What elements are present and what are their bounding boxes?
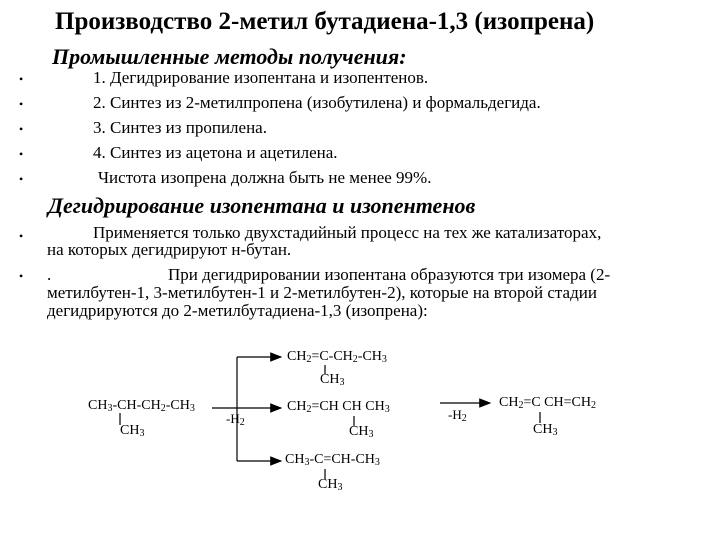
method-item: 3. Синтез из пропилена.	[93, 118, 267, 137]
product-2-methylbutene-2: $CH_3-C=CH-CH_3$	[285, 452, 380, 468]
paragraph2-line3: дегидрируются до 2-метилбутадиена-1,3 (изопрена):	[47, 301, 428, 320]
product-3-methylbutene-1: $CH_2=CH$ CH $CH_3$	[287, 399, 390, 415]
page-title: Производство 2-метил бутадиена-1,3 (изопрена)	[55, 8, 595, 35]
bullet: •	[19, 147, 24, 161]
method-item: 4. Синтез из ацетона и ацетилена.	[93, 143, 338, 162]
paragraph2-line2: метилбутен-1, 3-метилбутен-1 и 2-метилбутен-2), которые на второй стадии	[47, 283, 597, 302]
step2-label: $-H_2$	[448, 407, 467, 424]
bullet: •	[19, 122, 24, 136]
product-2-methylbutene-1-branch: $CH_3$	[320, 372, 345, 388]
bullet: •	[19, 97, 24, 111]
bullet: •	[19, 269, 24, 283]
method-item: 2. Синтез из 2-метилпропена (изобутилена) и формальдегида.	[93, 93, 541, 112]
section-heading-methods: Промышленные методы получения:	[52, 44, 407, 69]
bullet: •	[19, 72, 24, 86]
product-2-methylbutene-2-branch: $CH_3$	[318, 477, 343, 493]
final-product-isoprene: $CH_2=C$ $CH=CH_2$	[499, 395, 596, 411]
method-item: 1. Дегидрирование изопентана и изопентенов.	[93, 68, 429, 87]
purity-note: Чистота изопрена должна быть не менее 99%.	[98, 168, 432, 187]
paragraph1-line1: Применяется только двухстадийный процесс на тех же катализаторах,	[93, 223, 602, 242]
final-product-branch: $CH_3$	[533, 422, 558, 438]
product-2-methylbutene-1: $CH_2=C-CH_2-CH_3$	[287, 349, 387, 365]
paragraph1-line2: на которых дегидрируют н-бутан.	[47, 240, 292, 259]
reactant-isopentane: $CH_3-CH-CH_2-CH_3$	[88, 398, 195, 414]
bullet: •	[19, 172, 24, 186]
reactant-branch: $CH_3$	[120, 423, 145, 439]
paragraph2-line1: При дегидрировании изопентана образуются три изомера (2-	[168, 265, 611, 284]
step1-label: $-H_2$	[226, 411, 245, 428]
bullet: •	[19, 229, 24, 243]
section-heading-dehydrogenation: Дегидрирование изопентана и изопентенов	[48, 193, 476, 218]
paragraph2-dot: .	[47, 265, 52, 284]
product-3-methylbutene-1-branch: $CH_3$	[349, 424, 374, 440]
